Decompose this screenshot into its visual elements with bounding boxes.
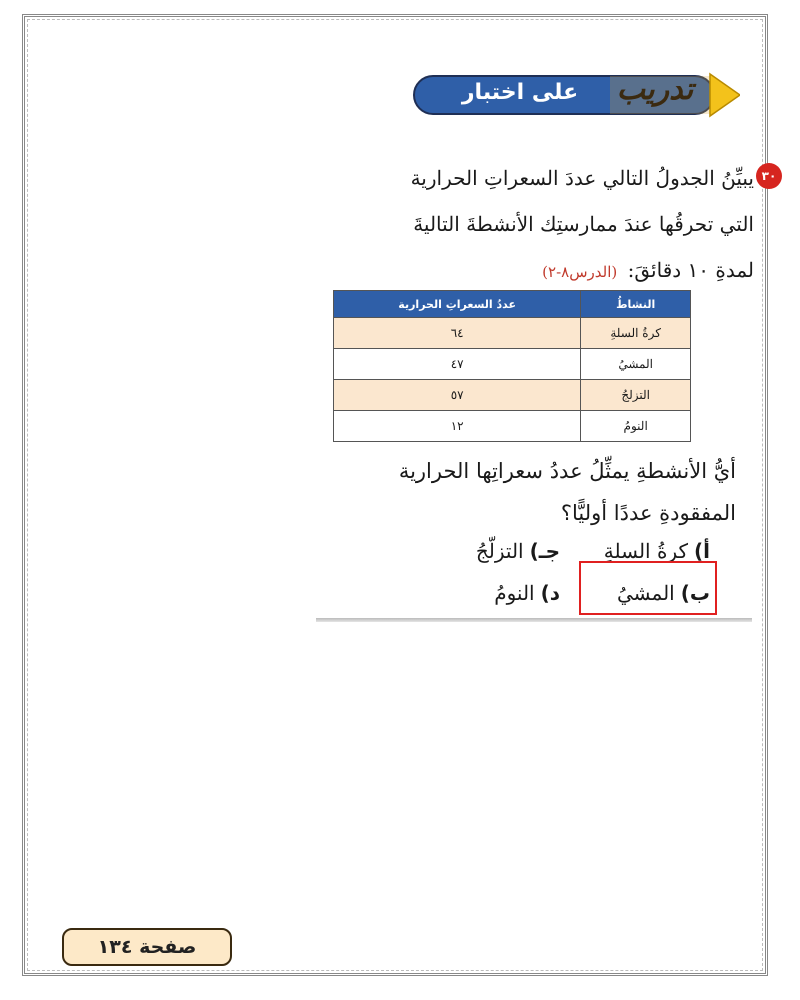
choice-d[interactable]: [410, 581, 560, 605]
choice-d-text: النومُ: [494, 581, 535, 605]
calories-cell: ٦٤: [334, 318, 581, 349]
page-number-badge: صفحة ١٣٤: [62, 928, 232, 966]
correct-answer-highlight: [579, 561, 717, 615]
prompt-line-2: المفقودةِ عددًا أوليًّا؟: [560, 501, 736, 525]
banner-word: تدريب: [616, 72, 694, 107]
activity-cell: المشيُ: [581, 349, 691, 380]
choice-a-letter: أ): [694, 539, 710, 563]
choice-c-letter: جـ): [529, 539, 560, 563]
choice-a[interactable]: [560, 539, 710, 563]
table-row: [334, 318, 691, 349]
choice-d-letter: د): [540, 581, 560, 605]
activity-cell: التزلجُ: [581, 380, 691, 411]
activity-cell: كرةُ السلةِ: [581, 318, 691, 349]
prompt-line-1: أيُّ الأنشطةِ يمثِّلُ عددُ سعراتِها الحرارية: [398, 459, 736, 483]
question-line-3: [318, 247, 754, 295]
calories-cell: ٤٧: [334, 349, 581, 380]
header-calories: عددُ السعراتِ الحرارية: [334, 291, 581, 318]
header-activity: النشاطُ: [581, 291, 691, 318]
activity-cell: النومُ: [581, 411, 691, 442]
choice-b-text: المشيُ: [617, 581, 675, 605]
section-divider: [316, 618, 752, 622]
prompt-text: [318, 450, 736, 534]
table-row: [334, 380, 691, 411]
table-row: [334, 349, 691, 380]
choice-b-letter: ب): [680, 581, 710, 605]
question-number-badge: ٣٠: [756, 163, 782, 189]
table-header-row: [334, 291, 691, 318]
choice-c[interactable]: [410, 539, 560, 563]
question-line-1: يبيِّنُ الجدولُ التالي عددَ السعراتِ الحرارية: [410, 166, 754, 190]
calories-cell: ١٢: [334, 411, 581, 442]
banner-title: على اختبار: [461, 80, 579, 105]
choice-c-text: التزلّجُ: [475, 539, 524, 563]
table-row: [334, 411, 691, 442]
choice-a-text: كرةُ السلةِ: [603, 539, 688, 563]
question-line-2: التي تحرقُها عندَ ممارستِك الأنشطةَ التاليةَ: [413, 212, 754, 236]
question-line-3-text: لمدةِ ١٠ دقائقَ:: [627, 258, 754, 282]
calories-cell: ٥٧: [334, 380, 581, 411]
question-text: [318, 155, 777, 295]
calories-table: [333, 290, 691, 442]
lesson-reference: (الدرس٨-٢): [542, 263, 618, 281]
practice-banner: [410, 70, 740, 120]
